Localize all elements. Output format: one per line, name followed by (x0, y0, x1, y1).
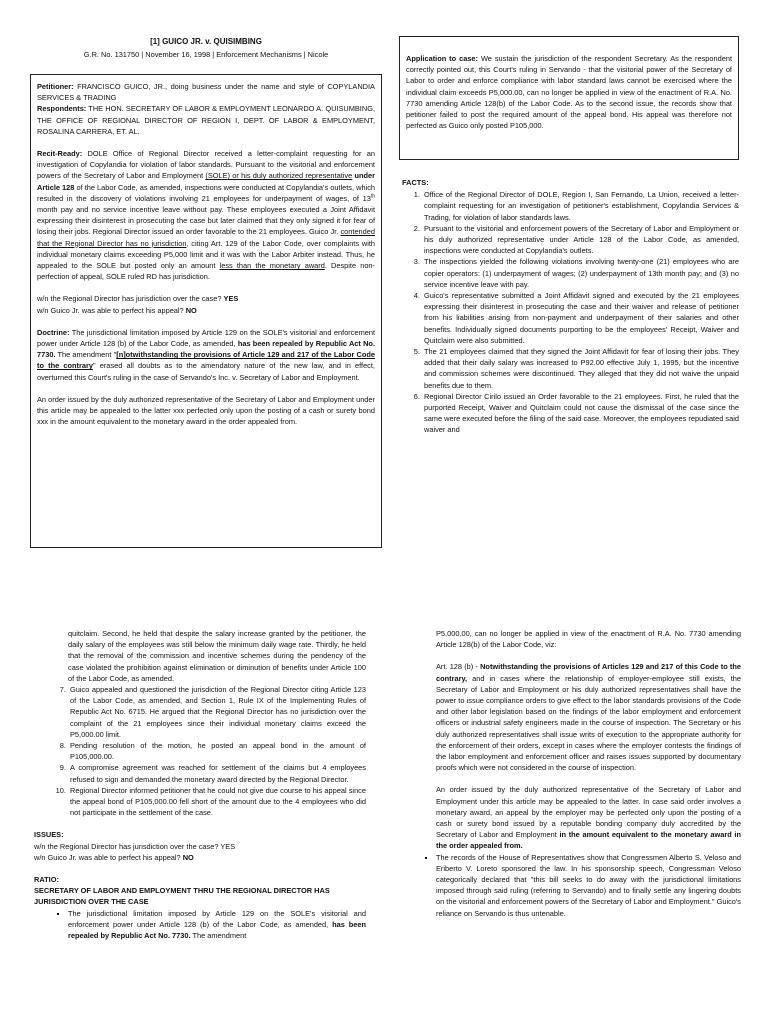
issue-1: w/n the Regional Director has jurisdiction over the case? YES (34, 841, 236, 851)
facts-list (402, 189, 739, 435)
case-header (30, 36, 382, 60)
ratio-continued: P5,000.00, can no longer be applied in view of the enactment of R.A. No. 7730 amending Article 128(b) of the Labor Code, viz: (436, 629, 741, 650)
case-summary-box (30, 74, 382, 548)
ratio-list-right (416, 852, 741, 919)
fact-item: 5. The 21 employees claimed that they signed the Joint Affidavit for fear of losing their jobs. They added that their daily salary was increased to P92.00 effective July 1, 1995, but the incentive and commission schemes were discontinued. They alleged that they did not waive the unpaid benefits due to them. (422, 346, 739, 391)
article-128b-quote: Art. 128 (b) - Notwithstanding the provisions of Articles 129 and 217 of this Code to the contrary, and in cases where the relationship of employer-employee still exists, the Secretary of Labor and Employment or his duly authorized representatives shall have the power to issue compliance orders to give effect to the labor standards provisions of the Code and other labor legislation based on the findings of the labor employment and enforcement officers or industrial safety engineers made in the course of inspection. The Secretary or his duly authorized representatives shall issue writs of execution to the appropriate authority for the enforcement of their orders, except in cases where the employer contests the findings of the labor employment and enforcement officer and raises issues supported by documentary proofs which were not considered in the course of inspection. (436, 662, 741, 773)
fact-item: 7. Guico appealed and questioned the jurisdiction of the Regional Director citing Article 123 of the Labor Code, as amended, and Section 1, Rule IX of the Implementing Rules of Republic Act No. 6715. He argued that the Regional Director has no jurisdiction over the complaint of the 21 employees since their individual monetary claims exceed the P5,000.00 limit. (68, 684, 366, 740)
fact-item: 6. Regional Director Cirilo issued an Order favorable to the 21 employees. First, he ruled that the purported Receipt, Waiver and Quitclaim could not cause the dismissal of the case since the same were executed before the filing of the said case. Moreover, the employees repudiated said waiver and (422, 391, 739, 436)
issues-heading: ISSUES: (34, 830, 64, 840)
facts-list-continued (34, 684, 366, 818)
petitioner-line: Petitioner: FRANCISCO GUICO, JR., doing business under the name and style of COPYLANDIA SERVICES & TRADING (37, 82, 375, 103)
appeal-order-quote: An order issued by the duly authorized representative of the Secretary of Labor and Employment under this article may be appealed to the latter. In case said order involves a monetary award, an appeal by the employer may be perfected only upon the posting of a cash or surety bond issued by a reputable bonding company duly accredited by the Secretary of Labor and Employment in the amount equivalent to the monetary award in the order appealed from. (436, 785, 741, 851)
fact-item: 2. Pursuant to the visitorial and enforcement powers of the Secretary of Labor and Employment or his duly authorized representative under Article 128 of the Labor Code, as amended, inspections were conducted at Copylandia's outlets. (422, 223, 739, 257)
ratio-list (34, 908, 366, 942)
case-title: [1] GUICO JR. v. QUISIMBING (150, 37, 262, 46)
recit-ready: Recit-Ready: DOLE Office of Regional Director received a letter-complaint requesting for an investigation of Copylandia for violation of labor standards. Pursuant to the visitorial and enforcement powers of the Secretary of Labor and Employment (SOLE) or his duly authorized representative under Article 128 of the Labor Code, as amended, inspections were conducted at Copylandia's outlets, which resulted in the discovery of violations involving 21 employees for underpayment of wages, of 13th month pay and no service incentive leave without pay. These employees executed a Joint Affidavit expressing their disinterest in prosecuting the case but later claimed that they only signed it for fear of losing their jobs. Regional Director issued an order favorable to the 21 employees. Guico Jr. contended that the Regional Director has no jurisdiction, citing Art. 129 of the Labor Code, over complaints with individual monetary claims exceeding P5,000 limit and it was with the Labor Arbiter instead. Thus, he appealed to the SOLE but posted only an amount less than the monetary award. Despite non-perfection of appeal, SOLE ruled RD has jurisdiction. (37, 149, 375, 282)
doctrine: Doctrine: The jurisdictional limitation imposed by Article 129 on the SOLE's visitorial and enforcement power under Article 128 (b) of the Labor Code, as amended, has been repealed by Republic Act No. 7730. The amendment "[n]otwithstanding the provisions of Article 129 and 217 of the Labor Code to the contrary" erased all doubts as to the amendatory nature of the new law, and in effect, overturned this Court's ruling in the case of Servando's Inc. v. Secretary of Labor and Employment. (37, 327, 376, 382)
case-citation: G.R. No. 131750 | November 16, 1998 | Enforcement Mechanisms | Nicole (83, 50, 329, 60)
issue-2: w/n Guico Jr. was able to perfect his appeal? NO (34, 852, 194, 862)
fact-item: 4. Guico's representative submitted a Joint Affidavit signed and executed by the 21 employees expressing their disinterest in prosecuting the case and their waiver and release of petitioner from his liabilities arising from non-payment and underpayment of their salaries and other benefits. Individually signed documents purporting to be the employees' Receipt, Waiver and Quitclaim were also submitted. (422, 290, 739, 346)
fact-item: 1. Office of the Regional Director of DOLE, Region I, San Fernando, La Union, received a letter-complaint requesting for an investigation of petitioner's establishment, Copylandia Services & Trading, for violation of labor standards laws. (422, 189, 739, 223)
page2-left-column (34, 628, 366, 941)
fact-6-continued: quitclaim. Second, he held that despite the salary increase granted by the petitioner, the daily salary of the employees was still below the minimum daily wage rate. Thirdly, he held that the removal of the commission and incentive schemes during the pendency of the case violated the prohibition against elimination or diminution of benefits under Article 100 of the Labor Code, as amended. (68, 629, 366, 683)
fact-item: 3. The inspections yielded the following violations involving twenty-one (21) employees who are copier operators: (1) underpayment of wages; (2) underpayment of 13th month pay; and (3) no service incentive leave with pay. (422, 256, 739, 290)
fact-item: 8. Pending resolution of the motion, he posted an appeal bond in the amount of P105,000.00. (68, 740, 366, 762)
page2-right-column (416, 628, 741, 919)
ratio-bullet: ▪ The jurisdictional limitation imposed by Article 129 on the SOLE's visitorial and enforcement power under Article 128 (b) of the Labor Code, as amended, has been repealed by Republic Act No. 7730. The amendment (68, 908, 366, 942)
ratio-heading: RATIO: (34, 875, 59, 885)
recit-issue-1: w/n the Regional Director has jurisdiction over the case? YES (37, 294, 239, 304)
ratio-bullet: ▪ The records of the House of Representatives show that Congressmen Alberto S. Veloso and Eriberto V. Loreto sponsored the law. In his sponsorship speech, Congressman Veloso categorically declared that "this bill seeks to do away with the jurisdictional limitations imposed through said ruling (referring to Servando) and to finally settle any lingering doubts on the visitorial and enforcement powers of the Secretary of Labor and Employment." Guico's reliance on Servando is thus untenable. (436, 852, 741, 919)
ratio-subheading: SECRETARY OF LABOR AND EMPLOYMENT THRU THE REGIONAL DIRECTOR HAS JURISDICTION OVER THE CASE (34, 886, 330, 907)
application-box (399, 36, 739, 160)
respondents-line: Respondents: THE HON. SECRETARY OF LABOR & EMPLOYMENT LEONARDO A. QUISUMBING, THE OFFICE OF REGIONAL DIRECTOR OF REGION I, DEPT. OF LABOR & EMPLOYMENT, ROSALINA CARRERA, ET. AL. (37, 104, 375, 136)
facts-section (402, 177, 739, 436)
application-text: Application to case: We sustain the jurisdiction of the respondent Secretary. As the respondent correctly pointed out, this Court's ruling in Servando - that the visitorial power of the Secretary of Labor to order and enforce compliance with labor standard laws cannot be exercised where the individual claim exceeds P5,000.00, can no longer be applied in view of the enactment of R.A. No. 7730 amending Article 128(b) of the Labor Code. As to the second issue, the records show that petitioner failed to post the required amount of the appeal bond. His appeal was therefore not perfected as Guico only posted P105,000. (406, 54, 732, 131)
recit-issue-2: w/n Guico Jr. was able to perfect his appeal? NO (37, 305, 197, 315)
doctrine-appeal: An order issued by the duly authorized representative of the Secretary of Labor and Employment under this article may be appealed to the latter xxx perfected only upon the posting of a cash or surety bond xxx in the amount equivalent to the monetary award in the order appealed from. (37, 394, 375, 427)
facts-heading: FACTS: (402, 178, 429, 187)
fact-item: 9. A compromise agreement was reached for settlement of the claims but 4 employees refused to sign and demanded the monetary award directed by the Regional Director. (68, 762, 366, 784)
fact-item: 10. Regional Director informed petitioner that he could not give due course to his appeal since the appeal bond of P105,000.00 fell short of the amount due to the 4 employees who did not participate in the settlement of the case. (68, 785, 366, 819)
